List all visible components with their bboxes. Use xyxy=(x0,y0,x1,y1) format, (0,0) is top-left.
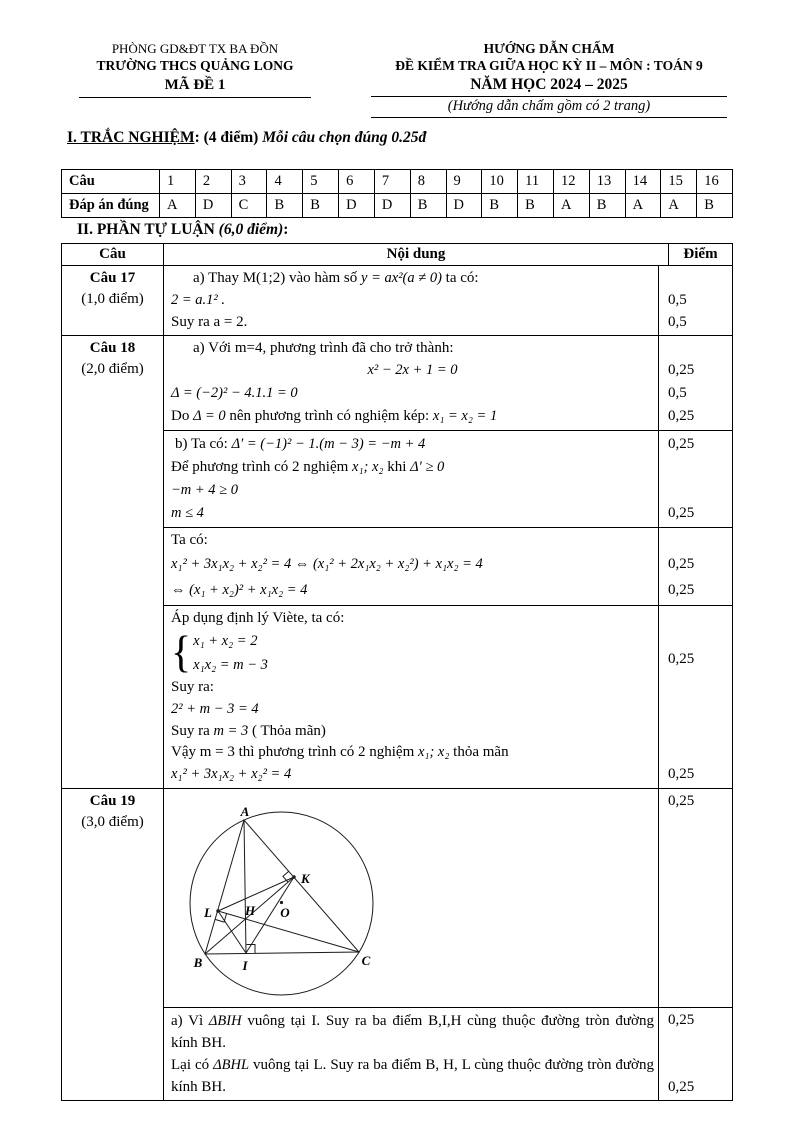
cau19-figure-row xyxy=(164,789,732,1008)
row-label-dap-an: Đáp án đúng xyxy=(62,194,160,218)
cau17-line1: a) Thay M(1;2) vào hàm số y = ax²(a ≠ 0) ta có: xyxy=(193,270,479,286)
formula: Δ = 0 xyxy=(193,408,226,424)
cau17-label: Câu 17 xyxy=(89,270,136,286)
answer-cell: B xyxy=(482,194,518,218)
q-number: 3 xyxy=(231,170,267,194)
formula: ΔBHL xyxy=(213,1057,250,1073)
q-number: 14 xyxy=(625,170,661,194)
section1-heading xyxy=(67,127,733,149)
answer-cell: B xyxy=(303,194,339,218)
point-value: 0,5 xyxy=(668,314,687,330)
school-name: TRƯỜNG THCS QUẢNG LONG xyxy=(96,58,294,73)
page-header xyxy=(61,40,733,118)
q-number: 13 xyxy=(589,170,625,194)
section2-heading xyxy=(77,220,733,240)
point-value: 0,25 xyxy=(668,766,695,782)
q-number: 4 xyxy=(267,170,303,194)
q-number: 10 xyxy=(482,170,518,194)
cau18d-line6: x₁² + 3x₁x₂ + x₂² = 4 xyxy=(171,766,292,782)
exam-title: ĐỀ KIỂM TRA GIỮA HỌC KỲ II – MÔN : TOÁN 9 xyxy=(395,58,703,73)
cau18b-points xyxy=(659,431,732,527)
point-l-dot xyxy=(216,909,219,912)
point-value: 0,25 xyxy=(668,793,695,809)
answer-cell: A xyxy=(160,194,196,218)
cau18a-line4: Do Δ = 0 nên phương trình có nghiệm kép: x₁ = x₂ = 1 xyxy=(171,408,498,424)
cau18a-line1: a) Với m=4, phương trình đã cho trở thành: xyxy=(193,340,454,356)
cau18c-points xyxy=(659,528,732,605)
answer-cell: D xyxy=(374,194,410,218)
point-value: 0,25 xyxy=(668,556,695,572)
header-left-block xyxy=(61,40,329,98)
point-value: 0,25 xyxy=(668,505,695,521)
formula: m = 3 xyxy=(213,723,249,739)
cau18b-line3: −m + 4 ≥ 0 xyxy=(171,482,238,498)
formula: x₁; x₂ xyxy=(352,459,384,475)
formula: Δ′ ≥ 0 xyxy=(410,459,445,475)
section1-title: I. TRẮC NGHIỆM xyxy=(67,129,195,146)
q-number: 6 xyxy=(339,170,375,194)
cau17-points-total: (1,0 điểm) xyxy=(81,291,144,307)
cau18c-solution xyxy=(164,528,732,606)
point-value: 0,25 xyxy=(668,1079,695,1095)
header-left-rule xyxy=(79,97,311,98)
cau18b-line1: b) Ta có: Δ′ = (−1)² − 1.(m − 3) = −m + 4 xyxy=(175,436,426,452)
point-value: 0,5 xyxy=(668,292,687,308)
answer-cell: B xyxy=(267,194,303,218)
cau19-points-total: (3,0 điểm) xyxy=(81,814,144,830)
label-a: A xyxy=(240,804,250,819)
cau19a-solution xyxy=(164,1008,732,1100)
answer-cell: B xyxy=(589,194,625,218)
q-number: 12 xyxy=(553,170,589,194)
q-number: 2 xyxy=(195,170,231,194)
cau18-label: Câu 18 xyxy=(89,340,136,356)
q-number: 16 xyxy=(697,170,733,194)
answer-cell: D xyxy=(339,194,375,218)
q-number: 15 xyxy=(661,170,697,194)
answer-cell: B xyxy=(518,194,554,218)
cau19a-sentence2: Lại có ΔBHL vuông tại L. Suy ra ba điểm B, H, L cùng thuộc đường tròn đường kính BH. xyxy=(171,1057,654,1095)
answer-cell: D xyxy=(195,194,231,218)
cau18a-line2: x² − 2x + 1 = 0 xyxy=(367,362,458,378)
label-o: O xyxy=(280,905,290,920)
header-right-block xyxy=(365,40,733,118)
answer-key-page xyxy=(61,0,733,1101)
cau18a-points xyxy=(659,336,732,430)
cau17-solution xyxy=(164,266,732,335)
cau18d-line5: Vậy m = 3 thì phương trình có 2 nghiệm x₁; x₂ thỏa mãn xyxy=(171,744,509,760)
point-value: 0,25 xyxy=(668,362,695,378)
label-c: C xyxy=(361,953,371,968)
answer-row xyxy=(62,194,733,218)
geometry-figure xyxy=(168,791,416,1005)
cau18c-line2: x₁² + 3x₁x₂ + x₂² = 4 ⇔ (x₁² + 2x₁x₂ + x₂²) + x₁x₂ = 4 xyxy=(171,556,483,572)
q-number: 11 xyxy=(518,170,554,194)
system-brace: { xyxy=(171,628,192,678)
formula: ΔBIH xyxy=(208,1013,242,1029)
q-number: 1 xyxy=(160,170,196,194)
point-k-dot xyxy=(292,875,295,878)
label-l: L xyxy=(204,905,212,920)
cau19a-points xyxy=(659,1008,732,1100)
answer-cell: A xyxy=(625,194,661,218)
cau18d-line1: Áp dụng định lý Viète, ta có: xyxy=(171,610,345,626)
point-value: 0,25 xyxy=(668,436,695,452)
header-noi-dung: Nội dung xyxy=(164,244,669,265)
section1-title-suffix: : (4 điểm) xyxy=(194,129,263,146)
section2-title-colon: : xyxy=(283,221,289,238)
point-value: 0,5 xyxy=(668,385,687,401)
cau18b-solution xyxy=(164,431,732,528)
formula: x₁ = x₂ = 1 xyxy=(432,408,498,424)
formula: Δ′ = (−1)² − 1.(m − 3) = −m + 4 xyxy=(231,436,426,452)
system-eq2: x₁x₂ = m − 3 xyxy=(193,657,268,673)
label-k: K xyxy=(301,871,310,886)
grading-guide-title: HƯỚNG DẪN CHẤM xyxy=(483,41,615,56)
altitude-ai xyxy=(244,820,246,953)
cau18d-solution xyxy=(164,606,732,788)
row-cau-17 xyxy=(62,266,732,336)
cau19-label-cell xyxy=(62,789,164,1100)
label-b: B xyxy=(193,955,203,970)
point-value: 0,25 xyxy=(668,408,695,424)
point-value: 0,25 xyxy=(668,582,695,598)
label-h: H xyxy=(244,903,256,918)
label-i: I xyxy=(242,958,248,973)
center-o-dot xyxy=(280,901,283,904)
cau18d-points xyxy=(659,606,732,788)
cau17-label-cell xyxy=(62,266,164,335)
cau18d-line2: Suy ra: xyxy=(171,679,214,695)
answer-cell: B xyxy=(410,194,446,218)
row-label-cau: Câu xyxy=(62,170,160,194)
exam-code: MÃ ĐỀ 1 xyxy=(164,77,226,93)
header-cau: Câu xyxy=(62,244,164,265)
cau18-label-cell xyxy=(62,336,164,788)
cau18c-line1: Ta có: xyxy=(171,532,208,548)
q-number: 8 xyxy=(410,170,446,194)
system-eq1: x₁ + x₂ = 2 xyxy=(193,633,258,649)
question-number-row xyxy=(62,170,733,194)
essay-answer-table xyxy=(61,243,733,1101)
cau18d-line4: Suy ra m = 3 ( Thỏa mãn) xyxy=(171,723,326,739)
answer-cell: B xyxy=(697,194,733,218)
equation-system xyxy=(171,629,654,677)
cau18-points-total: (2,0 điểm) xyxy=(81,361,144,377)
section1-title-italic: Mỗi câu chọn đúng 0.25đ xyxy=(262,129,427,146)
section2-title: II. PHẦN TỰ LUẬN xyxy=(77,221,219,238)
cau18b-line4: m ≤ 4 xyxy=(171,505,204,521)
cau18c-line3: ⇔ (x₁ + x₂)² + x₁x₂ = 4 xyxy=(171,582,308,598)
school-year: NĂM HỌC 2024 – 2025 xyxy=(371,75,727,97)
q-number: 9 xyxy=(446,170,482,194)
cau17-line3: Suy ra a = 2. xyxy=(171,314,248,330)
cau19a-sentence1: a) Vì ΔBIH vuông tại I. Suy ra ba điểm B,I,H cùng thuộc đường tròn đường kính BH. xyxy=(171,1013,654,1051)
header-diem: Điểm xyxy=(683,246,718,262)
section2-title-italic: (6,0 điểm) xyxy=(218,221,284,238)
formula: y = ax²(a ≠ 0) xyxy=(361,270,442,286)
pages-note: (Hướng dẫn chấm gồm có 2 trang) xyxy=(371,97,727,118)
cau18b-line2: Để phương trình có 2 nghiệm x₁; x₂ khi Δ′ ≥ 0 xyxy=(171,459,445,475)
row-cau-18 xyxy=(62,336,732,789)
answer-cell: A xyxy=(661,194,697,218)
cau19-label: Câu 19 xyxy=(89,793,136,809)
cau17-line2: 2 = a.1² . xyxy=(171,292,226,308)
cau18a-solution xyxy=(164,336,732,431)
formula: x₁; x₂ xyxy=(418,744,450,760)
cau19-figure-points xyxy=(659,789,732,1007)
answer-cell: C xyxy=(231,194,267,218)
row-cau-19 xyxy=(62,789,732,1100)
q-number: 7 xyxy=(374,170,410,194)
cau18d-line3: 2² + m − 3 = 4 xyxy=(171,701,259,717)
point-value: 0,25 xyxy=(668,651,695,667)
multiple-choice-table xyxy=(61,169,733,218)
cau18a-line3: Δ = (−2)² − 4.1.1 = 0 xyxy=(171,385,298,401)
point-value: 0,25 xyxy=(668,1012,695,1028)
answer-cell: D xyxy=(446,194,482,218)
cau17-points xyxy=(659,266,732,335)
answer-cell: A xyxy=(553,194,589,218)
segment-li xyxy=(218,911,246,953)
department-name: PHÒNG GD&ĐT TX BA ĐỒN xyxy=(111,41,279,56)
q-number: 5 xyxy=(303,170,339,194)
essay-table-header xyxy=(62,244,732,266)
